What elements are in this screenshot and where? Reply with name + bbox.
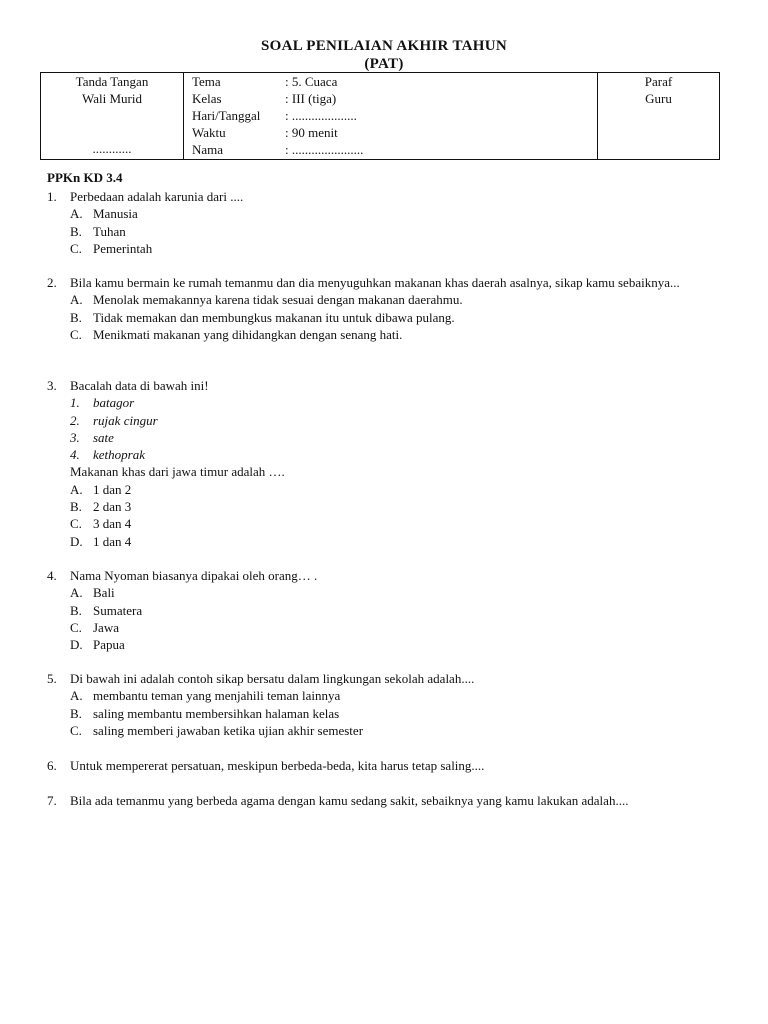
option-label: A. [70,585,83,601]
option-text: membantu teman yang menjahili teman lainnya [93,688,341,704]
info-value: : III (tiga) [285,91,337,106]
data-list-item [70,412,707,429]
option-label: C. [70,722,82,738]
question-number: 7. [47,793,57,808]
info-value: : .................... [285,108,357,123]
question-2 [47,274,707,343]
option-label: D. [70,533,83,549]
info-value: : 90 menit [285,125,338,140]
option [70,481,707,498]
list-number: 2. [70,412,80,428]
list-text: batagor [93,395,135,411]
option-text: saling membantu membersihkan halaman kelas [93,705,340,721]
question-7 [47,792,707,809]
info-row-nama [184,141,597,158]
option-label: B. [70,223,82,239]
option [70,636,707,653]
page-title: SOAL PENILAIAN AKHIR TAHUN [260,38,508,54]
info-row-tema [184,73,597,90]
option-label: B. [70,499,82,515]
option-text: 1 dan 2 [93,481,132,497]
question-stem: Untuk mempererat persatuan, meskipun berbeda-beda, kita harus tetap saling.... [70,758,485,773]
question-number: 6. [47,758,57,773]
option-label: B. [70,602,82,618]
option-label: C. [70,240,82,256]
info-key: Hari/Tanggal [192,108,261,123]
option-label: C. [70,516,82,532]
list-text: rujak cingur [93,412,158,428]
question-1 [47,188,707,257]
question-6 [47,757,707,774]
option [70,498,707,515]
question-number: 3. [47,378,57,393]
option [70,705,707,722]
list-number: 1. [70,395,80,411]
option-text: Menikmati makanan yang dihidangkan dengan senang hati. [93,326,403,342]
question-stem-2: Makanan khas dari jawa timur adalah …. [70,464,285,480]
option-label: C. [70,326,82,342]
info-key: Nama [192,142,224,157]
paraf-label-1: Paraf [644,74,673,89]
option-label: A. [70,292,83,308]
option [70,291,707,308]
option-text: Sumatera [93,602,143,618]
option-text: Manusia [93,206,138,222]
list-text: sate [93,429,114,445]
question-stem: Bacalah data di bawah ini! [70,378,209,393]
question-number: 2. [47,275,57,290]
question-3 [47,377,707,550]
info-row-tanggal [184,107,597,124]
section-heading: PPKn KD 3.4 [47,170,123,185]
option [70,602,707,619]
option [70,687,707,704]
option-label: A. [70,206,83,222]
info-cell [184,73,598,160]
question-stem: Di bawah ini adalah contoh sikap bersatu dalam lingkungan sekolah adalah.... [70,671,475,686]
info-key: Tema [192,74,221,89]
paraf-label-2: Guru [645,91,672,106]
signature-label-1: Tanda Tangan [75,74,149,89]
info-key: Waktu [192,125,226,140]
list-number: 3. [70,429,80,445]
option-label: A. [70,688,83,704]
option [70,515,707,532]
data-list-item [70,446,707,463]
question-4 [47,567,707,653]
option [70,584,707,601]
option-text: Tuhan [93,223,126,239]
option-text: Jawa [93,619,119,635]
signature-cell [41,73,184,160]
option [70,722,707,739]
paraf-cell [598,73,720,160]
option-label: B. [70,705,82,721]
question-stem: Perbedaan adalah karunia dari .... [70,189,244,204]
option-text: Tidak memakan dan membungkus makanan itu untuk dibawa pulang. [93,309,455,325]
option-text: Papua [93,637,125,653]
option-label: A. [70,481,83,497]
list-number: 4. [70,447,80,463]
signature-dots: ............ [92,141,132,156]
info-value: : 5. Cuaca [285,74,338,89]
option-text: 2 dan 3 [93,499,132,515]
option-text: Bali [93,585,115,601]
data-list-item [70,429,707,446]
info-value: : ...................... [285,142,364,157]
list-text: kethoprak [93,447,145,463]
option [70,326,707,343]
question-number: 5. [47,671,57,686]
option-text: 3 dan 4 [93,516,132,532]
option-label: C. [70,619,82,635]
info-row-waktu [184,124,597,141]
question-stem: Nama Nyoman biasanya dipakai oleh orang… . [70,568,318,583]
question-stem: Bila kamu bermain ke rumah temanmu dan dia menyuguhkan makanan khas daerah asalnya, sikap kamu sebaiknya... [70,275,680,290]
option [70,223,707,240]
option-text: 1 dan 4 [93,533,132,549]
option [70,309,707,326]
info-row-kelas [184,90,597,107]
data-list-item [70,394,707,411]
option-label: B. [70,309,82,325]
option-text: saling memberi jawaban ketika ujian akhir semester [93,722,364,738]
header-table [40,72,720,160]
option-text: Pemerintah [93,240,153,256]
signature-label-2: Wali Murid [82,91,142,106]
question-stem: Bila ada temanmu yang berbeda agama dengan kamu sedang sakit, sebaiknya yang kamu lakukan adalah.... [70,793,629,808]
page-subtitle: (PAT) [364,56,404,72]
option [70,240,707,257]
info-key: Kelas [192,91,222,106]
option-label: D. [70,637,83,653]
option [70,205,707,222]
question-5 [47,670,707,739]
option [70,533,707,550]
question-number: 1. [47,189,57,204]
option [70,619,707,636]
question-number: 4. [47,568,57,583]
option-text: Menolak memakannya karena tidak sesuai dengan makanan daerahmu. [93,292,463,308]
